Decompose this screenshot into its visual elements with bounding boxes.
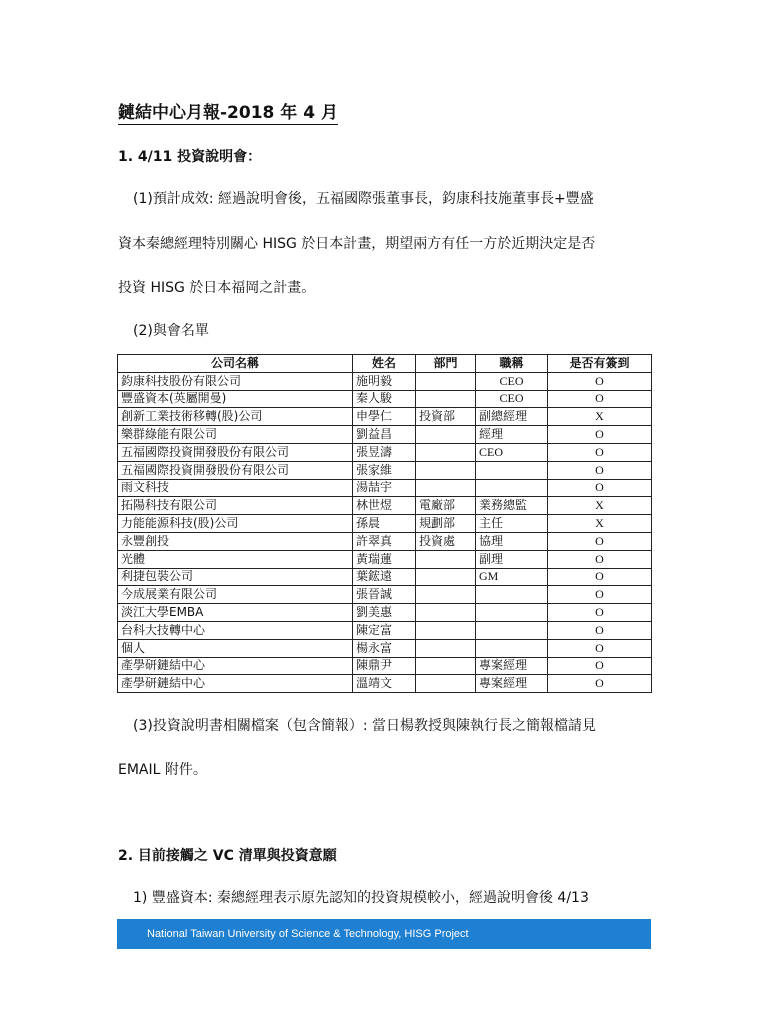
cell-company: 雨文科技	[118, 479, 353, 497]
header-name: 姓名	[353, 355, 416, 373]
cell-job-title: 副理	[476, 550, 548, 568]
attendee-table	[117, 354, 652, 693]
cell-signed-in: O	[548, 372, 652, 390]
cell-job-title: 主任	[476, 515, 548, 533]
cell-department	[416, 568, 476, 586]
table-row	[118, 408, 652, 426]
cell-name: 葉鋐遠	[353, 568, 416, 586]
table-row	[118, 550, 652, 568]
cell-job-title	[476, 586, 548, 604]
cell-job-title: CEO	[476, 372, 548, 390]
cell-department: 投資處	[416, 532, 476, 550]
cell-job-title	[476, 479, 548, 497]
cell-name: 黃瑞蓮	[353, 550, 416, 568]
table-row	[118, 568, 652, 586]
cell-company: 鈞康科技股份有限公司	[118, 372, 353, 390]
paragraph-1-line-3: 投資 HISG 於日本福岡之計畫。	[118, 280, 316, 296]
section2-heading: 2. 目前接觸之 VC 清單與投資意願	[118, 848, 337, 864]
cell-job-title: 專案經理	[476, 675, 548, 693]
cell-job-title: 專案經理	[476, 657, 548, 675]
cell-signed-in: O	[548, 568, 652, 586]
cell-company: 今成展業有限公司	[118, 586, 353, 604]
cell-signed-in: X	[548, 515, 652, 533]
header-company: 公司名稱	[118, 355, 353, 373]
cell-name: 施明毅	[353, 372, 416, 390]
cell-department	[416, 604, 476, 622]
cell-company: 產學研鏈結中心	[118, 675, 353, 693]
cell-name: 張家維	[353, 461, 416, 479]
paragraph-1-line-2: 資本秦總經理特別關心 HISG 於日本計畫，期望兩方有任一方於近期決定是否	[118, 236, 596, 252]
paragraph-1-line-1: (1)預計成效: 經過說明會後，五福國際張董事長，鈞康科技施董事長+豐盛	[133, 191, 594, 207]
cell-department: 規劃部	[416, 515, 476, 533]
cell-signed-in: O	[548, 586, 652, 604]
cell-company: 樂群綠能有限公司	[118, 426, 353, 444]
footer-banner: National Taiwan University of Science & Technology, HISG Project	[117, 919, 651, 949]
cell-job-title: CEO	[476, 443, 548, 461]
header-signed-in: 是否有簽到	[548, 355, 652, 373]
table-row	[118, 675, 652, 693]
cell-department	[416, 426, 476, 444]
cell-company: 產學研鏈結中心	[118, 657, 353, 675]
cell-name: 林世煜	[353, 497, 416, 515]
cell-company: 創新工業技術移轉(股)公司	[118, 408, 353, 426]
cell-department	[416, 657, 476, 675]
cell-job-title: 經理	[476, 426, 548, 444]
cell-job-title: 業務總監	[476, 497, 548, 515]
cell-department	[416, 479, 476, 497]
cell-department	[416, 675, 476, 693]
cell-department	[416, 461, 476, 479]
cell-name: 劉益昌	[353, 426, 416, 444]
table-row	[118, 621, 652, 639]
cell-signed-in: O	[548, 550, 652, 568]
table-row	[118, 461, 652, 479]
table-row	[118, 639, 652, 657]
cell-company: 台科大技轉中心	[118, 621, 353, 639]
header-job-title: 職稱	[476, 355, 548, 373]
cell-job-title	[476, 461, 548, 479]
cell-company: 拓陽科技有限公司	[118, 497, 353, 515]
cell-job-title	[476, 604, 548, 622]
cell-department	[416, 372, 476, 390]
cell-signed-in: O	[548, 675, 652, 693]
cell-company: 光體	[118, 550, 353, 568]
cell-signed-in: O	[548, 604, 652, 622]
cell-job-title	[476, 639, 548, 657]
header-department: 部門	[416, 355, 476, 373]
cell-department	[416, 639, 476, 657]
cell-job-title: CEO	[476, 390, 548, 408]
table-row	[118, 586, 652, 604]
cell-name: 溫靖文	[353, 675, 416, 693]
cell-name: 秦人駿	[353, 390, 416, 408]
cell-company: 個人	[118, 639, 353, 657]
cell-department: 電廠部	[416, 497, 476, 515]
cell-company: 利捷包裝公司	[118, 568, 353, 586]
cell-company: 淡江大學EMBA	[118, 604, 353, 622]
cell-name: 孫晨	[353, 515, 416, 533]
table-row	[118, 532, 652, 550]
cell-signed-in: O	[548, 461, 652, 479]
table-row	[118, 515, 652, 533]
report-title: 鏈結中心月報-2018 年 4 月	[118, 98, 338, 125]
table-row	[118, 426, 652, 444]
cell-name: 張昱濤	[353, 443, 416, 461]
attendee-list-label: (2)與會名單	[133, 323, 209, 339]
cell-name: 湯喆宇	[353, 479, 416, 497]
cell-name: 張晉誠	[353, 586, 416, 604]
table-row	[118, 372, 652, 390]
paragraph-3-line-2: EMAIL 附件。	[118, 762, 207, 778]
cell-name: 楊永富	[353, 639, 416, 657]
cell-signed-in: O	[548, 479, 652, 497]
cell-signed-in: X	[548, 497, 652, 515]
cell-name: 陳定富	[353, 621, 416, 639]
section1-heading: 1. 4/11 投資說明會：	[118, 149, 262, 165]
cell-job-title: 協理	[476, 532, 548, 550]
cell-signed-in: O	[548, 639, 652, 657]
cell-department	[416, 586, 476, 604]
cell-job-title: GM	[476, 568, 548, 586]
cell-company: 五福國際投資開發股份有限公司	[118, 461, 353, 479]
cell-company: 力能能源科技(股)公司	[118, 515, 353, 533]
cell-company: 豐盛資本(英屬開曼)	[118, 390, 353, 408]
table-header-row	[118, 355, 652, 373]
cell-job-title: 副總經理	[476, 408, 548, 426]
cell-department	[416, 621, 476, 639]
table-row	[118, 443, 652, 461]
cell-department	[416, 390, 476, 408]
table-row	[118, 657, 652, 675]
cell-name: 申學仁	[353, 408, 416, 426]
cell-name: 劉美惠	[353, 604, 416, 622]
cell-signed-in: O	[548, 426, 652, 444]
table-row	[118, 390, 652, 408]
cell-department	[416, 443, 476, 461]
cell-signed-in: O	[548, 532, 652, 550]
cell-company: 五福國際投資開發股份有限公司	[118, 443, 353, 461]
table-row	[118, 497, 652, 515]
cell-job-title	[476, 621, 548, 639]
cell-department	[416, 550, 476, 568]
paragraph-3-line-1: (3)投資說明書相關檔案（包含簡報）: 當日楊教授與陳執行長之簡報檔請見	[133, 718, 596, 734]
cell-signed-in: O	[548, 443, 652, 461]
cell-signed-in: X	[548, 408, 652, 426]
cell-signed-in: O	[548, 390, 652, 408]
table-row	[118, 479, 652, 497]
cell-company: 永豐創投	[118, 532, 353, 550]
cell-department: 投資部	[416, 408, 476, 426]
cell-name: 許翠真	[353, 532, 416, 550]
table-row	[118, 604, 652, 622]
cell-name: 陳鼎尹	[353, 657, 416, 675]
cell-signed-in: O	[548, 621, 652, 639]
section2-item-1: 1) 豐盛資本: 秦總經理表示原先認知的投資規模較小，經過說明會後 4/13	[133, 890, 589, 906]
cell-signed-in: O	[548, 657, 652, 675]
